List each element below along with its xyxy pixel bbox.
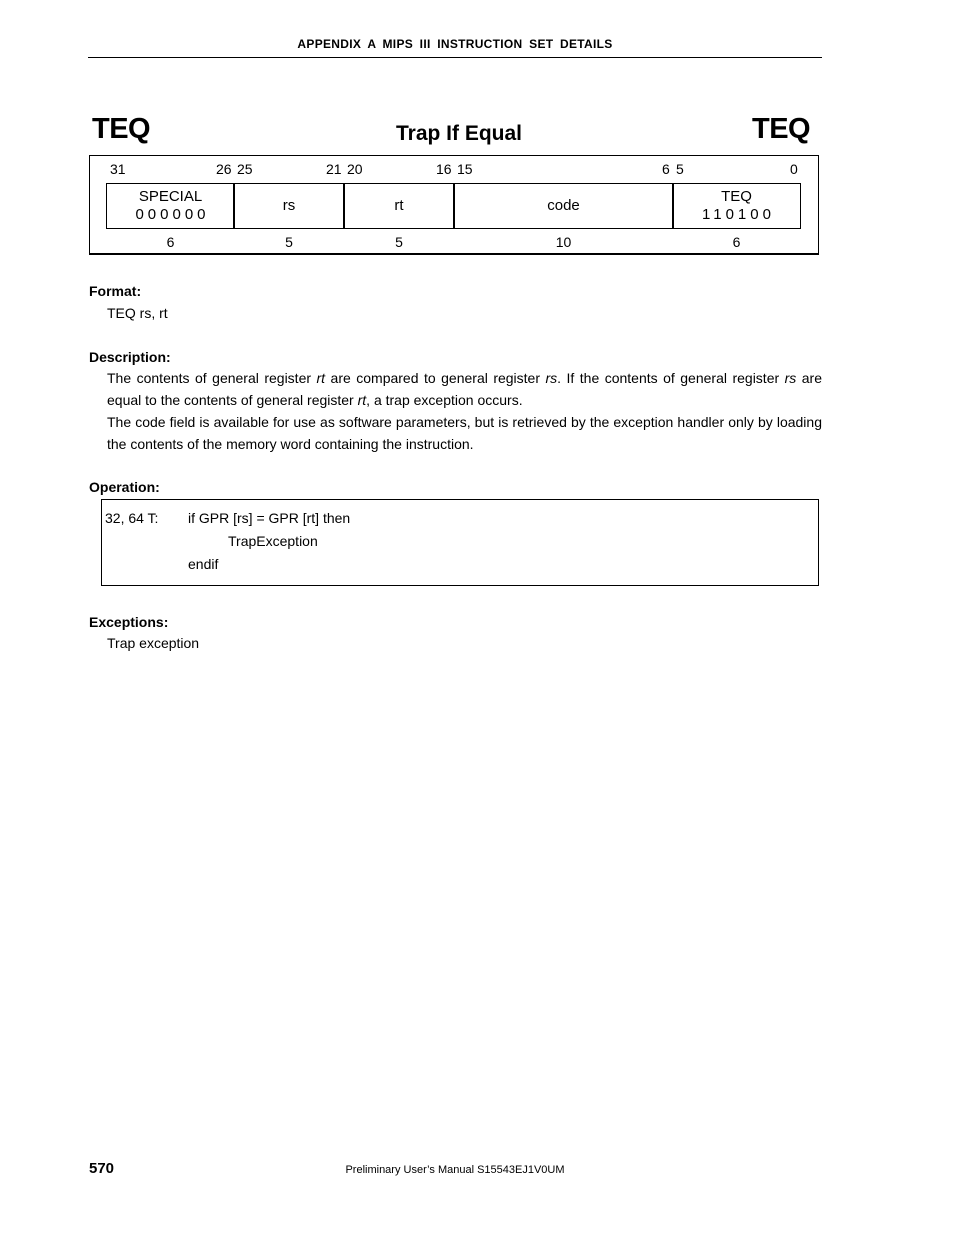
bit-number-25: 25 (237, 161, 253, 177)
field-width-rs: 5 (285, 234, 293, 250)
register-rt: rt (316, 370, 326, 386)
field-rs-name: rs (282, 197, 296, 214)
field-rt-name: rt (394, 197, 404, 214)
bit-number-20: 20 (347, 161, 363, 177)
instruction-name: Trap If Equal (395, 122, 523, 145)
bit-number-5: 5 (676, 161, 684, 177)
bit-number-0: 0 (790, 161, 798, 177)
operation-line-3: endif (188, 556, 219, 572)
bit-number-6: 6 (662, 161, 670, 177)
bit-number-26: 26 (216, 161, 232, 177)
operation-line-1: if GPR [rs] = GPR [rt] then (188, 510, 351, 526)
manual-title: Preliminary User’s Manual S15543EJ1V0UM (345, 1164, 565, 1176)
format-syntax: TEQ rs, rt (107, 305, 168, 321)
bit-number-31: 31 (110, 161, 126, 177)
operation-line-2: TrapException (228, 533, 318, 549)
field-rt (343, 183, 455, 229)
bit-number-16: 16 (436, 161, 452, 177)
mnemonic-left: TEQ (92, 113, 151, 145)
page-number: 570 (89, 1160, 115, 1177)
field-special-value: 000000 (135, 206, 210, 223)
description-paragraph-1 (107, 367, 822, 411)
bit-number-15: 15 (457, 161, 473, 177)
desc-text: , a trap exception occurs. (366, 392, 523, 408)
exceptions-heading: Exceptions: (89, 614, 169, 630)
field-code (453, 183, 674, 229)
field-teq (672, 183, 801, 229)
register-rs: rs (784, 370, 797, 386)
description-heading: Description: (89, 349, 171, 365)
field-special (106, 183, 235, 229)
mnemonic-right: TEQ (752, 113, 811, 145)
field-rs (233, 183, 345, 229)
operation-heading: Operation: (89, 479, 160, 495)
field-special-name: SPECIAL (138, 188, 203, 205)
field-width-special: 6 (166, 234, 175, 250)
description-paragraph-2: The code field is available for use as software parameters, but is retrieved by the exception handler only by loading the contents of the memory word containing the instruction. (107, 414, 822, 452)
bit-number-21: 21 (326, 161, 342, 177)
header-rule (88, 57, 822, 58)
desc-text: . If the contents of general register (557, 370, 785, 386)
field-width-rt: 5 (395, 234, 403, 250)
field-teq-value: 110100 (702, 206, 775, 223)
running-header: APPENDIX A MIPS III INSTRUCTION SET DETAILS (297, 37, 613, 51)
field-width-teq: 6 (732, 234, 741, 250)
exceptions-text: Trap exception (107, 635, 200, 651)
desc-text: are compared to general register (325, 370, 546, 386)
format-heading: Format: (89, 283, 142, 299)
field-width-code: 10 (555, 234, 572, 250)
register-rs: rs (545, 370, 558, 386)
desc-text: The contents of general register (107, 370, 317, 386)
desc-text: are equal to the contents of general register (107, 370, 823, 408)
field-code-name: code (547, 197, 580, 214)
operation-mode: 32, 64 T: (105, 510, 159, 526)
field-teq-name: TEQ (721, 188, 752, 205)
register-rt: rt (357, 392, 367, 408)
